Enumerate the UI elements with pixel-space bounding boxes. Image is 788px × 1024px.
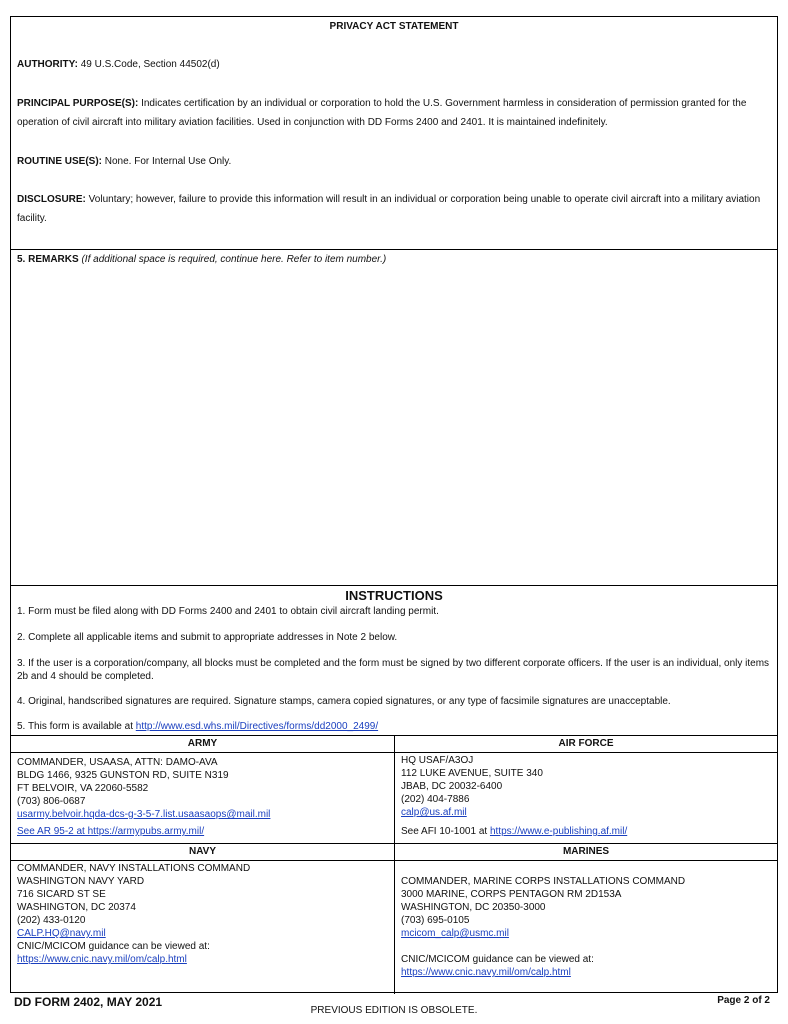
marines-guidance: CNIC/MCICOM guidance can be viewed at:	[401, 954, 594, 965]
airforce-header: AIR FORCE	[395, 736, 777, 753]
routine-text: None. For Internal Use Only.	[102, 156, 232, 167]
disclosure-label: DISCLOSURE:	[17, 194, 86, 205]
instruction-item-3: 3. If the user is a corporation/company, all blocks must be completed and the form must be signed by two different corporate officers. If the user is an individual, only items 2b and 4 should be completed.	[17, 658, 770, 682]
army-address	[17, 756, 270, 838]
airforce-line-1: HQ USAF/A3OJ	[401, 755, 474, 766]
navy-address	[17, 862, 250, 966]
authority-label: AUTHORITY:	[17, 59, 78, 70]
column-divider	[394, 736, 395, 994]
marines-line-2: 3000 MARINE, CORPS PENTAGON RM 2D153A	[401, 889, 622, 900]
privacy-title: PRIVACY ACT STATEMENT	[329, 21, 459, 32]
routine-use-paragraph	[17, 152, 771, 171]
instructions-section	[11, 586, 777, 736]
privacy-act-section	[11, 17, 777, 250]
instruction-item-4: 4. Original, handscribed signatures are required. Signature stamps, camera copied signatures, or any type of facsimile signatures are unacceptable.	[17, 696, 671, 707]
army-header: ARMY	[11, 736, 394, 753]
instruction-item-2: 2. Complete all applicable items and submit to appropriate addresses in Note 2 below.	[17, 632, 398, 643]
forms-link[interactable]: http://www.esd.whs.mil/Directives/forms/dd2000_2499/	[135, 721, 379, 732]
authority-text: 49 U.S.Code, Section 44502(d)	[77, 59, 220, 70]
disclosure-paragraph	[17, 190, 771, 228]
navy-email-link[interactable]: CALP.HQ@navy.mil	[17, 928, 106, 939]
marines-calp-link[interactable]: https://www.cnic.navy.mil/om/calp.html	[401, 967, 571, 978]
navy-line-4: WASHINGTON, DC 20374	[17, 902, 136, 913]
remarks-label-text: 5. REMARKS	[17, 254, 79, 265]
airforce-line-3: JBAB, DC 20032-6400	[401, 781, 503, 792]
army-pubs-link[interactable]: See AR 95-2 at https://armypubs.army.mil/	[17, 826, 205, 837]
army-line-1: COMMANDER, USAASA, ATTN: DAMO-AVA	[17, 757, 218, 768]
instructions-title: INSTRUCTIONS	[345, 588, 443, 603]
marines-line-3: WASHINGTON, DC 20350-3000	[401, 902, 546, 913]
form-page	[10, 16, 778, 993]
remarks-field[interactable]	[11, 250, 777, 586]
disclosure-text: Voluntary; however, failure to provide this information will result in an individual or corporation being unable to operate civil aircraft into a military aviation facility.	[17, 194, 761, 224]
army-email-link[interactable]: usarmy.belvoir.hqda-dcs-g-3-5-7.list.usaasaops@mail.mil	[17, 809, 271, 820]
form-id: DD FORM 2402, MAY 2021	[14, 995, 163, 1009]
purpose-label: PRINCIPAL PURPOSE(S):	[17, 98, 139, 109]
marines-email-link[interactable]: mcicom_calp@usmc.mil	[401, 928, 509, 939]
marines-phone: (703) 695-0105	[401, 915, 470, 926]
airforce-address	[401, 754, 627, 838]
navy-header: NAVY	[11, 844, 394, 861]
purpose-text: Indicates certification by an individual or corporation to hold the U.S. Government harmless in consideration of permission granted for the operation of civil aircraft into military aviation facilities. Used in conjunction with DD Forms 2400 and 2401. It is maintained indefinitely.	[17, 98, 747, 128]
page-number: Page 2 of 2	[717, 995, 770, 1006]
airforce-pubs-link[interactable]: https://www.e-publishing.af.mil/	[489, 826, 628, 837]
navy-phone: (202) 433-0120	[17, 915, 86, 926]
instruction-item-5-text: 5. This form is available at	[17, 721, 136, 732]
purpose-paragraph	[17, 94, 771, 132]
army-phone: (703) 806-0687	[17, 796, 86, 807]
instruction-item-1: 1. Form must be filed along with DD Forms 2400 and 2401 to obtain civil aircraft landing permit.	[17, 606, 439, 617]
marines-address	[401, 875, 685, 979]
navy-guidance: CNIC/MCICOM guidance can be viewed at:	[17, 941, 210, 952]
army-line-3: FT BELVOIR, VA 22060-5582	[17, 783, 149, 794]
airforce-see-text: See AFI 10-1001 at	[401, 826, 490, 837]
navy-line-1: COMMANDER, NAVY INSTALLATIONS COMMAND	[17, 863, 251, 874]
obsolete-notice: PREVIOUS EDITION IS OBSOLETE.	[310, 1005, 478, 1016]
navy-line-3: 716 SICARD ST SE	[17, 889, 106, 900]
airforce-email-link[interactable]: calp@us.af.mil	[401, 807, 467, 818]
routine-label: ROUTINE USE(S):	[17, 156, 102, 167]
instruction-item-5	[17, 720, 771, 733]
authority-paragraph	[17, 55, 771, 74]
army-line-2: BLDG 1466, 9325 GUNSTON RD, SUITE N319	[17, 770, 229, 781]
remarks-label	[17, 254, 386, 265]
airforce-line-2: 112 LUKE AVENUE, SUITE 340	[401, 768, 543, 779]
navy-calp-link[interactable]: https://www.cnic.navy.mil/om/calp.html	[17, 954, 187, 965]
navy-line-2: WASHINGTON NAVY YARD	[17, 876, 145, 887]
marines-line-1: COMMANDER, MARINE CORPS INSTALLATIONS COMMAND	[401, 876, 686, 887]
marines-header: MARINES	[395, 844, 777, 861]
remarks-hint: (If additional space is required, continue here. Refer to item number.)	[78, 254, 387, 265]
airforce-phone: (202) 404-7886	[401, 794, 470, 805]
